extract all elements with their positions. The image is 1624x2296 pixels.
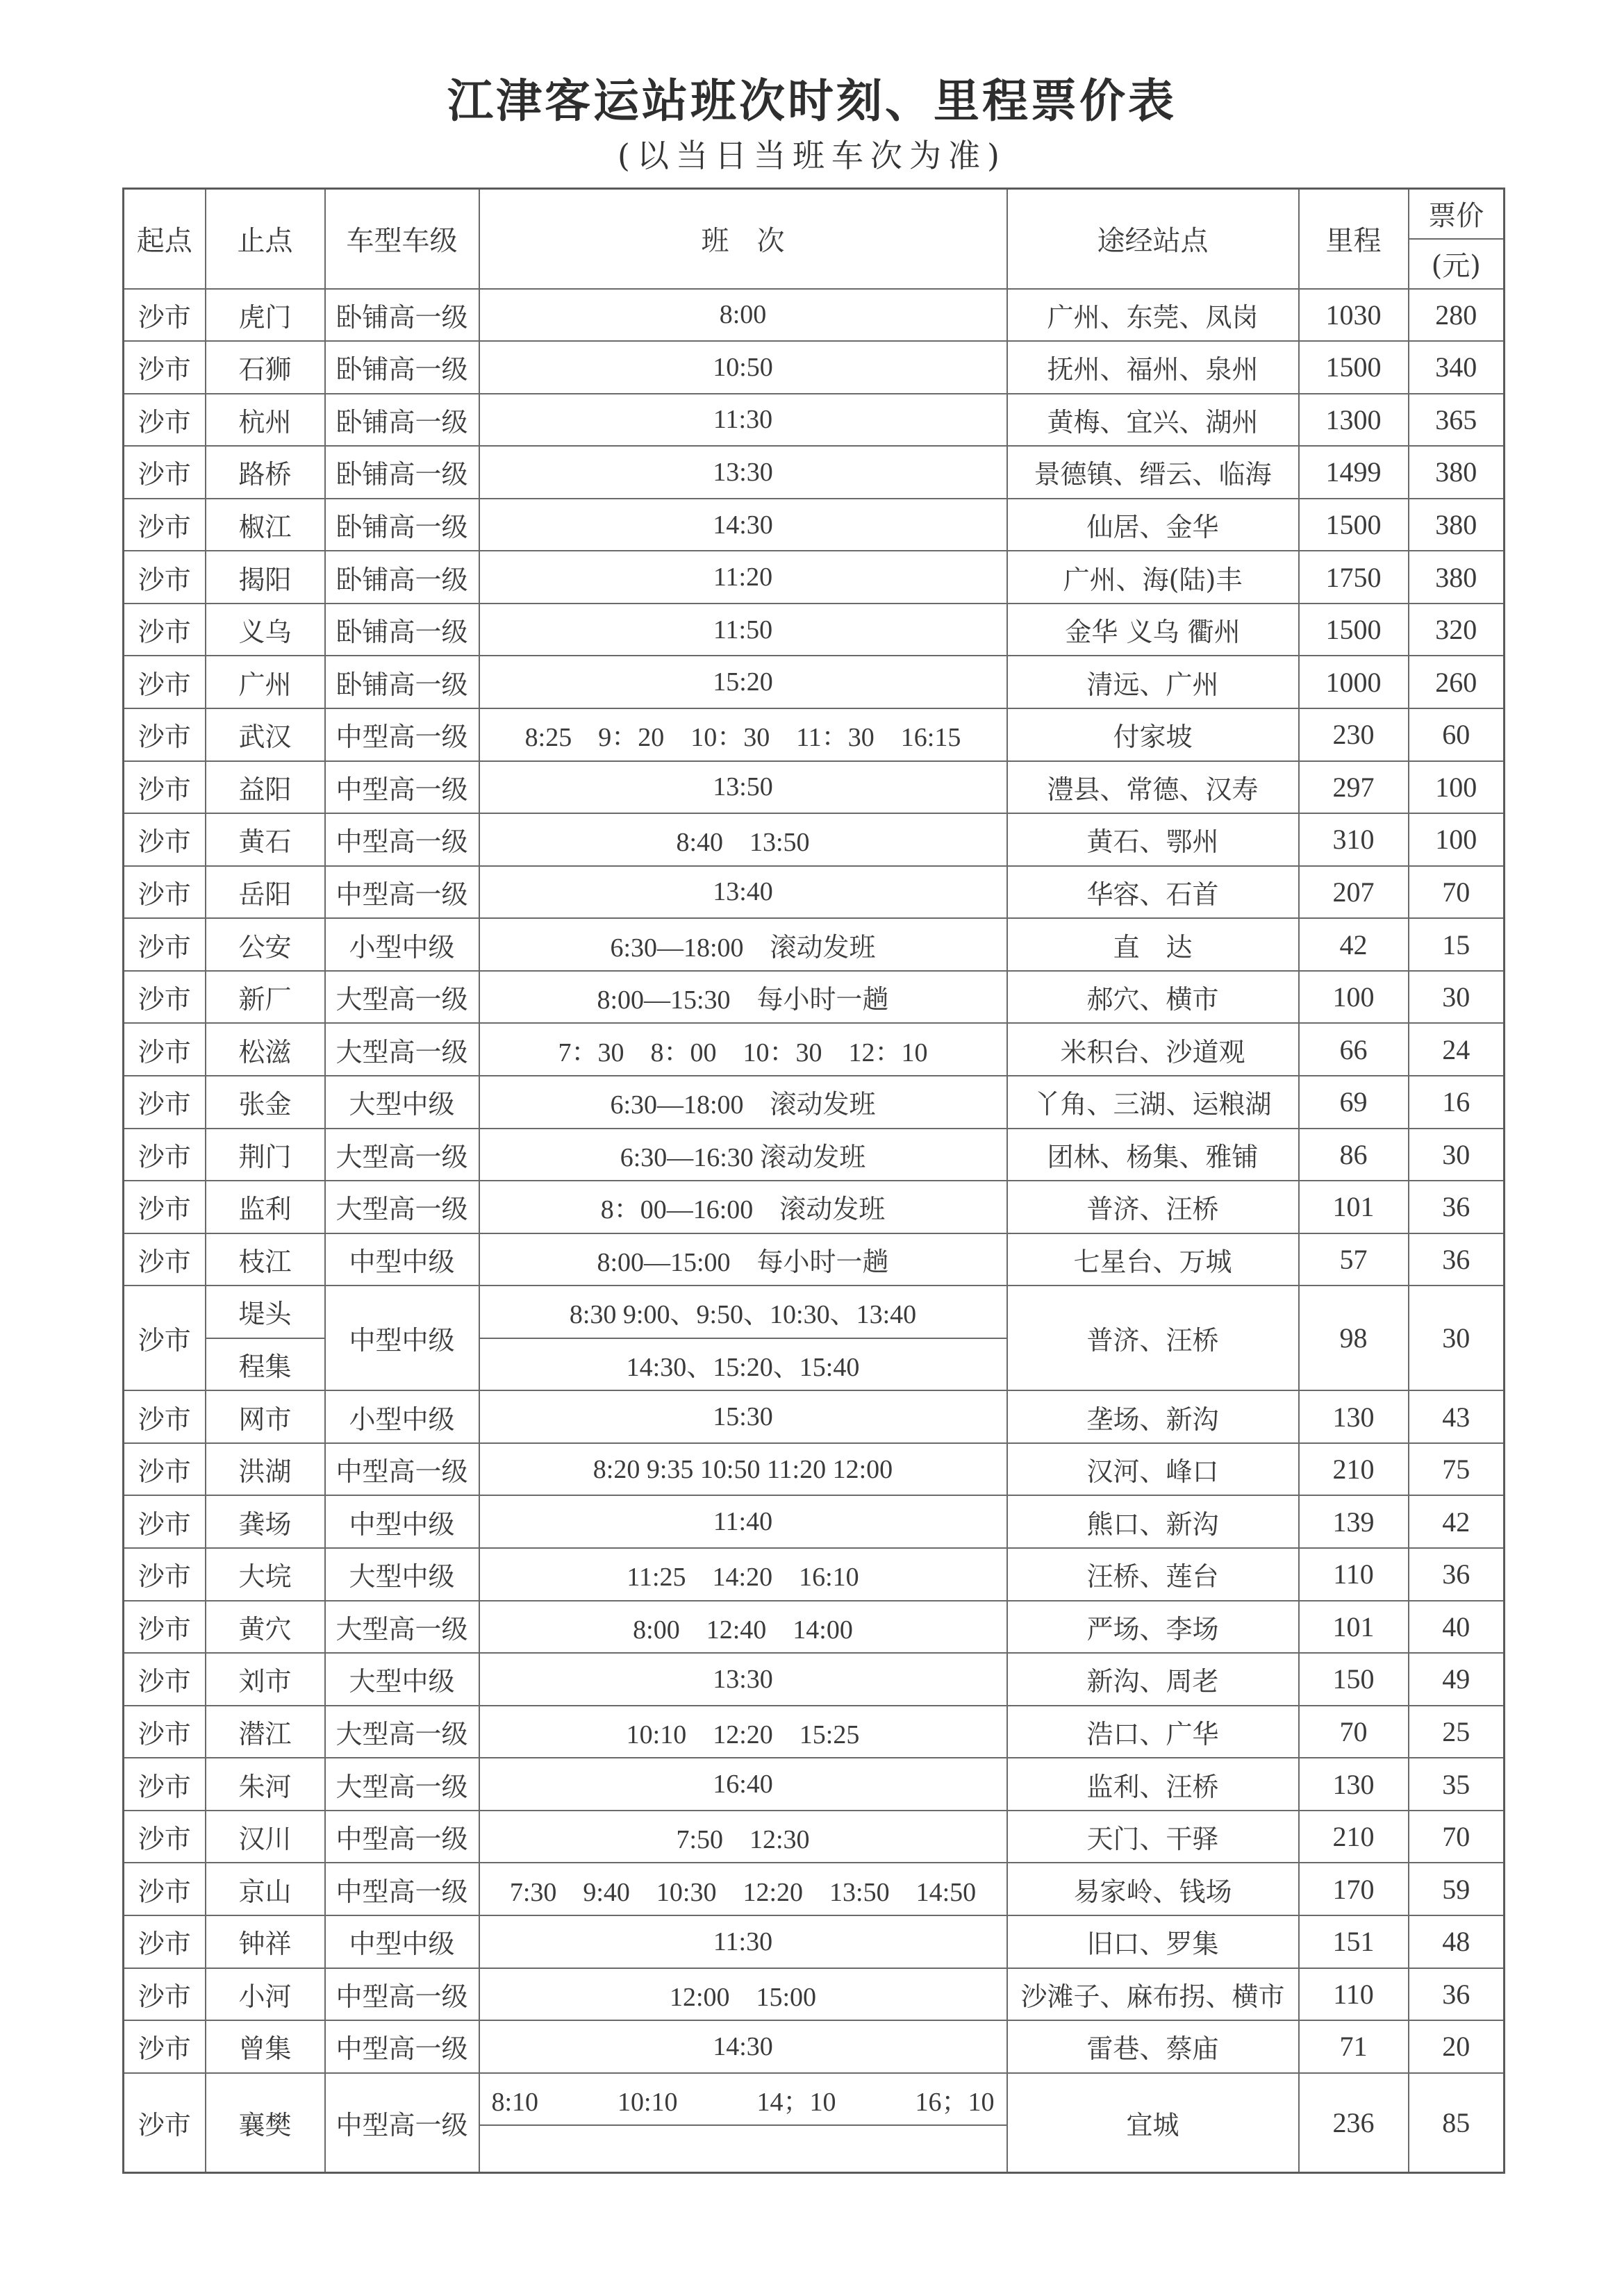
table-row-split [124,1286,1505,1338]
cell-schedule: 11:40 [479,1495,1007,1548]
cell-distance: 230 [1299,708,1409,761]
cell-distance: 86 [1299,1129,1409,1181]
cell-schedule: 11:20 [479,551,1007,604]
header-distance: 里程 [1299,189,1409,289]
cell-schedule: 13:50 [479,761,1007,814]
cell-end: 大垸 [206,1548,325,1601]
cell-start: 沙市 [124,1968,206,2021]
cell-price: 380 [1409,446,1505,499]
cell-start: 沙市 [124,1758,206,1811]
cell-type: 中型高一级 [325,708,479,761]
cell-end: 路桥 [206,446,325,499]
cell-start: 沙市 [124,761,206,814]
cell-start: 沙市 [124,866,206,919]
cell-distance: 1500 [1299,341,1409,394]
cell-schedule: 14:30、15:20、15:40 [479,1338,1007,1391]
cell-via: 熊口、新沟 [1007,1495,1299,1548]
table-row [124,289,1505,342]
cell-distance: 130 [1299,1758,1409,1811]
cell-start: 沙市 [124,1286,206,1390]
cell-start: 沙市 [124,1495,206,1548]
cell-price: 340 [1409,341,1505,394]
cell-start: 沙市 [124,1390,206,1443]
cell-schedule: 6:30—18:00 滚动发班 [479,1076,1007,1129]
cell-via: 广州、东莞、凤岗 [1007,289,1299,342]
cell-schedule: 11:50 [479,604,1007,656]
table-row [124,1706,1505,1758]
cell-start: 沙市 [124,446,206,499]
cell-distance: 101 [1299,1181,1409,1233]
cell-via: 团林、杨集、雅铺 [1007,1129,1299,1181]
cell-end: 洪湖 [206,1443,325,1496]
header-end: 止点 [206,189,325,289]
cell-via: 监利、汪桥 [1007,1758,1299,1811]
cell-type: 卧铺高一级 [325,551,479,604]
cell-start: 沙市 [124,918,206,971]
cell-via: 广州、海(陆)丰 [1007,551,1299,604]
cell-schedule: 8：00—16:00 滚动发班 [479,1181,1007,1233]
cell-end: 堤头 [206,1286,325,1338]
header-type: 车型车级 [325,189,479,289]
cell-distance: 170 [1299,1863,1409,1915]
schedule-table [122,188,1505,2174]
cell-end: 网市 [206,1390,325,1443]
cell-price: 15 [1409,918,1505,971]
cell-price: 20 [1409,2020,1505,2073]
cell-type: 大型高一级 [325,1129,479,1181]
cell-end: 汉川 [206,1811,325,1863]
cell-price: 320 [1409,604,1505,656]
cell-distance: 110 [1299,1968,1409,2021]
cell-schedule: 14:30 [479,499,1007,551]
cell-schedule: 8:10 10:10 14；10 16；10 [479,2073,1007,2126]
cell-distance: 1500 [1299,499,1409,551]
table-row [124,1181,1505,1233]
cell-price: 40 [1409,1601,1505,1654]
cell-type: 卧铺高一级 [325,394,479,447]
cell-via: 黄石、鄂州 [1007,813,1299,866]
cell-distance: 69 [1299,1076,1409,1129]
header-row [124,189,1505,239]
table-row-last [124,2073,1505,2126]
cell-end: 荆门 [206,1129,325,1181]
cell-type: 卧铺高一级 [325,604,479,656]
cell-schedule: 16:40 [479,1758,1007,1811]
cell-price: 280 [1409,289,1505,342]
cell-end: 刘市 [206,1653,325,1706]
header-price-unit: (元) [1409,239,1505,289]
table-row [124,394,1505,447]
cell-via: 金华 义乌 衢州 [1007,604,1299,656]
cell-via: 清远、广州 [1007,656,1299,708]
cell-type: 大型高一级 [325,1023,479,1076]
cell-schedule: 8:25 9：20 10：30 11：30 16:15 [479,708,1007,761]
cell-type: 小型中级 [325,1390,479,1443]
cell-schedule: 8:00 12:40 14:00 [479,1601,1007,1654]
cell-schedule: 11:30 [479,394,1007,447]
cell-distance: 1499 [1299,446,1409,499]
cell-via: 易家岭、钱场 [1007,1863,1299,1915]
table-row [124,551,1505,604]
cell-via: 浩口、广华 [1007,1706,1299,1758]
cell-distance: 71 [1299,2020,1409,2073]
cell-end: 钟祥 [206,1915,325,1968]
cell-price: 25 [1409,1706,1505,1758]
cell-type: 小型中级 [325,918,479,971]
cell-price: 35 [1409,1758,1505,1811]
cell-end: 益阳 [206,761,325,814]
cell-start: 沙市 [124,1023,206,1076]
table-row [124,1811,1505,1863]
cell-type: 中型高一级 [325,866,479,919]
cell-schedule: 8:00—15:00 每小时一趟 [479,1233,1007,1286]
cell-schedule: 11:25 14:20 16:10 [479,1548,1007,1601]
cell-distance: 42 [1299,918,1409,971]
table-row [124,499,1505,551]
cell-start: 沙市 [124,813,206,866]
cell-start: 沙市 [124,551,206,604]
cell-schedule: 6:30—16:30 滚动发班 [479,1129,1007,1181]
cell-type: 中型高一级 [325,1811,479,1863]
cell-via: 新沟、周老 [1007,1653,1299,1706]
cell-start: 沙市 [124,341,206,394]
cell-start: 沙市 [124,1233,206,1286]
cell-distance: 110 [1299,1548,1409,1601]
table-row [124,1443,1505,1496]
cell-distance: 151 [1299,1915,1409,1968]
cell-start: 沙市 [124,2020,206,2073]
table-row [124,1968,1505,2021]
table-row [124,866,1505,919]
cell-type: 大型高一级 [325,1181,479,1233]
cell-price: 30 [1409,971,1505,1024]
cell-start: 沙市 [124,1653,206,1706]
cell-price: 100 [1409,761,1505,814]
cell-start: 沙市 [124,1601,206,1654]
table-row [124,2020,1505,2073]
cell-type: 中型高一级 [325,1863,479,1915]
table-row [124,656,1505,708]
cell-price: 100 [1409,813,1505,866]
table-row [124,1233,1505,1286]
cell-end: 龚场 [206,1495,325,1548]
cell-start: 沙市 [124,1706,206,1758]
cell-price: 380 [1409,499,1505,551]
cell-price: 85 [1409,2073,1505,2173]
cell-start: 沙市 [124,1443,206,1496]
cell-via: 天门、干驿 [1007,1811,1299,1863]
cell-schedule: 10:10 12:20 15:25 [479,1706,1007,1758]
cell-end: 枝江 [206,1233,325,1286]
cell-via: 米积台、沙道观 [1007,1023,1299,1076]
cell-via: 垄场、新沟 [1007,1390,1299,1443]
cell-distance: 1000 [1299,656,1409,708]
header-schedule: 班 次 [479,189,1007,289]
table-row [124,1548,1505,1601]
cell-schedule-empty [479,2125,1007,2172]
cell-schedule: 13:30 [479,446,1007,499]
cell-distance: 101 [1299,1601,1409,1654]
table-row [124,1129,1505,1181]
cell-schedule: 8:40 13:50 [479,813,1007,866]
cell-via: 严场、李场 [1007,1601,1299,1654]
cell-start: 沙市 [124,394,206,447]
cell-end: 公安 [206,918,325,971]
cell-type: 中型中级 [325,1233,479,1286]
header-price: 票价 [1409,189,1505,239]
cell-start: 沙市 [124,656,206,708]
table-row [124,708,1505,761]
cell-schedule: 7:50 12:30 [479,1811,1007,1863]
table-row [124,446,1505,499]
cell-type: 大型高一级 [325,971,479,1024]
cell-schedule: 6:30—18:00 滚动发班 [479,918,1007,971]
cell-distance: 210 [1299,1811,1409,1863]
cell-end: 襄樊 [206,2073,325,2173]
table-row [124,1495,1505,1548]
cell-type: 大型中级 [325,1548,479,1601]
cell-price: 380 [1409,551,1505,604]
cell-start: 沙市 [124,1181,206,1233]
cell-distance: 310 [1299,813,1409,866]
cell-end: 曾集 [206,2020,325,2073]
cell-distance: 1500 [1299,604,1409,656]
cell-end: 黄穴 [206,1601,325,1654]
cell-via: 汉河、峰口 [1007,1443,1299,1496]
cell-schedule: 8:30 9:00、9:50、10:30、13:40 [479,1286,1007,1338]
cell-via: 抚州、福州、泉州 [1007,341,1299,394]
cell-price: 59 [1409,1863,1505,1915]
cell-end: 松滋 [206,1023,325,1076]
table-row [124,813,1505,866]
cell-distance: 130 [1299,1390,1409,1443]
cell-price: 16 [1409,1076,1505,1129]
cell-via: 付家坡 [1007,708,1299,761]
cell-end: 石狮 [206,341,325,394]
cell-type: 大型高一级 [325,1601,479,1654]
cell-type: 中型中级 [325,1915,479,1968]
cell-type: 大型中级 [325,1076,479,1129]
cell-start: 沙市 [124,1129,206,1181]
cell-price: 43 [1409,1390,1505,1443]
table-row [124,341,1505,394]
cell-end: 义乌 [206,604,325,656]
cell-end: 武汉 [206,708,325,761]
cell-via: 旧口、罗集 [1007,1915,1299,1968]
cell-end: 张金 [206,1076,325,1129]
cell-start: 沙市 [124,1548,206,1601]
cell-schedule: 11:30 [479,1915,1007,1968]
cell-end: 椒江 [206,499,325,551]
cell-via: 丫角、三湖、运粮湖 [1007,1076,1299,1129]
table-row [124,1758,1505,1811]
table-row [124,1601,1505,1654]
cell-price: 70 [1409,1811,1505,1863]
cell-end: 潜江 [206,1706,325,1758]
cell-start: 沙市 [124,2073,206,2173]
cell-type: 卧铺高一级 [325,341,479,394]
header-start: 起点 [124,189,206,289]
cell-via: 沙滩子、麻布拐、横市 [1007,1968,1299,2021]
cell-distance: 1030 [1299,289,1409,342]
cell-via: 澧县、常德、汉寿 [1007,761,1299,814]
cell-price: 60 [1409,708,1505,761]
cell-type: 中型高一级 [325,813,479,866]
cell-schedule: 12:00 15:00 [479,1968,1007,2021]
cell-price: 36 [1409,1548,1505,1601]
cell-type: 大型高一级 [325,1758,479,1811]
cell-start: 沙市 [124,1811,206,1863]
table-row [124,971,1505,1024]
page-title: 江津客运站班次时刻、里程票价表 [447,74,1177,128]
cell-distance: 1750 [1299,551,1409,604]
cell-start: 沙市 [124,1863,206,1915]
cell-via: 景德镇、缙云、临海 [1007,446,1299,499]
cell-type: 卧铺高一级 [325,656,479,708]
table-row [124,1023,1505,1076]
cell-end: 杭州 [206,394,325,447]
cell-type: 中型中级 [325,1286,479,1390]
cell-end: 新厂 [206,971,325,1024]
cell-price: 70 [1409,866,1505,919]
cell-schedule: 7:30 9:40 10:30 12:20 13:50 14:50 [479,1863,1007,1915]
table-row [124,604,1505,656]
cell-schedule: 15:30 [479,1390,1007,1443]
cell-via: 汪桥、莲台 [1007,1548,1299,1601]
cell-distance: 139 [1299,1495,1409,1548]
cell-schedule: 13:30 [479,1653,1007,1706]
cell-end: 京山 [206,1863,325,1915]
cell-end: 监利 [206,1181,325,1233]
cell-type: 中型高一级 [325,1968,479,2021]
cell-type: 中型高一级 [325,2073,479,2173]
cell-type: 大型中级 [325,1653,479,1706]
cell-type: 中型高一级 [325,2020,479,2073]
cell-distance: 150 [1299,1653,1409,1706]
cell-via: 华容、石首 [1007,866,1299,919]
cell-end: 朱河 [206,1758,325,1811]
cell-distance: 236 [1299,2073,1409,2173]
cell-type: 中型中级 [325,1495,479,1548]
header-via: 途经站点 [1007,189,1299,289]
cell-price: 75 [1409,1443,1505,1496]
cell-schedule: 8:20 9:35 10:50 11:20 12:00 [479,1443,1007,1496]
cell-distance: 297 [1299,761,1409,814]
cell-price: 36 [1409,1181,1505,1233]
cell-type: 大型高一级 [325,1706,479,1758]
cell-via: 仙居、金华 [1007,499,1299,551]
table-row [124,1915,1505,1968]
cell-end: 小河 [206,1968,325,2021]
cell-via: 黄梅、宜兴、湖州 [1007,394,1299,447]
cell-schedule: 14:30 [479,2020,1007,2073]
cell-end: 虎门 [206,289,325,342]
cell-via: 普济、汪桥 [1007,1286,1299,1390]
cell-type: 中型高一级 [325,1443,479,1496]
cell-type: 中型高一级 [325,761,479,814]
cell-start: 沙市 [124,1076,206,1129]
cell-price: 24 [1409,1023,1505,1076]
cell-schedule: 13:40 [479,866,1007,919]
cell-schedule: 7：30 8：00 10：30 12：10 [479,1023,1007,1076]
cell-via: 郝穴、横市 [1007,971,1299,1024]
cell-start: 沙市 [124,708,206,761]
cell-type: 卧铺高一级 [325,289,479,342]
cell-price: 36 [1409,1968,1505,2021]
cell-via: 直 达 [1007,918,1299,971]
cell-distance: 70 [1299,1706,1409,1758]
cell-price: 48 [1409,1915,1505,1968]
cell-end: 揭阳 [206,551,325,604]
cell-via: 雷巷、蔡庙 [1007,2020,1299,2073]
cell-start: 沙市 [124,499,206,551]
table-row [124,1390,1505,1443]
cell-end: 岳阳 [206,866,325,919]
cell-via: 普济、汪桥 [1007,1181,1299,1233]
cell-schedule: 8:00—15:30 每小时一趟 [479,971,1007,1024]
cell-price: 49 [1409,1653,1505,1706]
table-row [124,761,1505,814]
cell-schedule: 10:50 [479,341,1007,394]
cell-distance: 207 [1299,866,1409,919]
cell-price: 365 [1409,394,1505,447]
cell-start: 沙市 [124,604,206,656]
page-subtitle: (以当日当班车次为准) [618,137,1006,174]
cell-via: 宜城 [1007,2073,1299,2173]
table-body [124,289,1505,2173]
cell-end: 程集 [206,1338,325,1391]
cell-end: 黄石 [206,813,325,866]
cell-start: 沙市 [124,1915,206,1968]
cell-start: 沙市 [124,289,206,342]
cell-distance: 100 [1299,971,1409,1024]
cell-end: 广州 [206,656,325,708]
cell-type: 卧铺高一级 [325,446,479,499]
cell-distance: 210 [1299,1443,1409,1496]
cell-distance: 1300 [1299,394,1409,447]
cell-type: 卧铺高一级 [325,499,479,551]
cell-distance: 66 [1299,1023,1409,1076]
cell-price: 260 [1409,656,1505,708]
cell-price: 30 [1409,1286,1505,1390]
table-row [124,1863,1505,1915]
cell-price: 36 [1409,1233,1505,1286]
table-row [124,1076,1505,1129]
cell-schedule: 15:20 [479,656,1007,708]
cell-distance: 57 [1299,1233,1409,1286]
cell-start: 沙市 [124,971,206,1024]
cell-schedule: 8:00 [479,289,1007,342]
cell-price: 30 [1409,1129,1505,1181]
table-row [124,918,1505,971]
cell-via: 七星台、万城 [1007,1233,1299,1286]
table-row [124,1653,1505,1706]
cell-price: 42 [1409,1495,1505,1548]
cell-distance: 98 [1299,1286,1409,1390]
